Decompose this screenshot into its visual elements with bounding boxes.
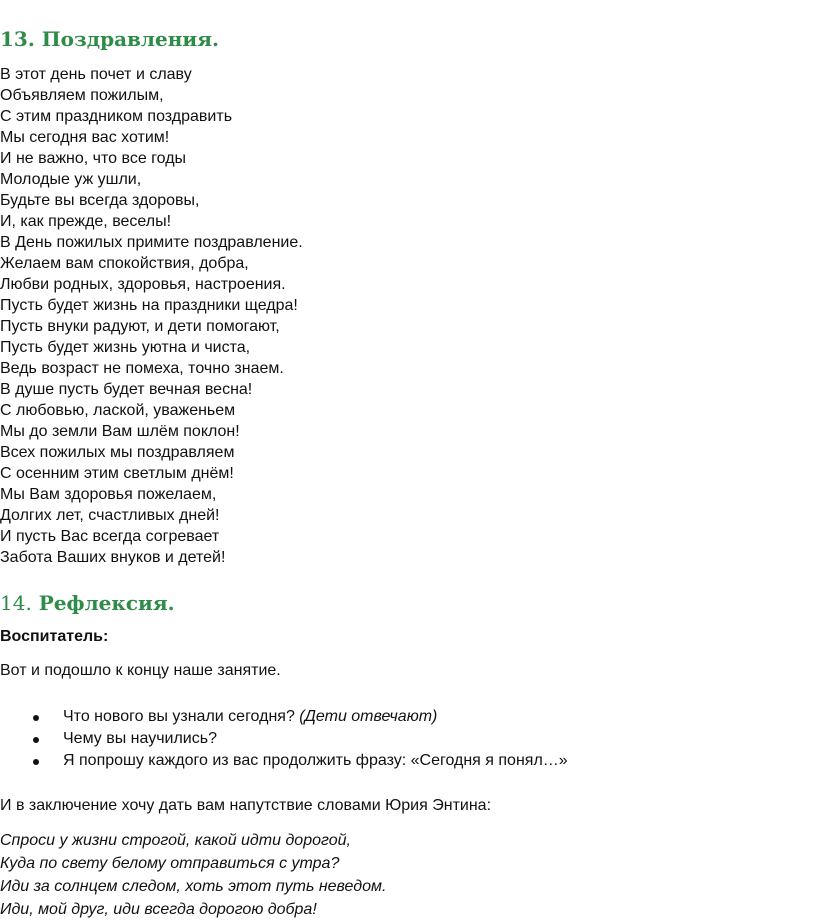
poem-line: С осенним этим светлым днём!	[0, 465, 234, 482]
question-item	[0, 750, 568, 772]
poem-line: С любовью, лаской, уваженьем	[0, 402, 236, 419]
bullet-icon	[33, 737, 39, 743]
section-13-heading	[0, 27, 219, 51]
poem-line: Ведь возраст не помеха, точно знаем.	[0, 360, 284, 377]
poem-line: Забота Ваших внуков и детей!	[0, 549, 226, 566]
bullet-icon	[33, 715, 39, 721]
quote-line: Иди, мой друг, иди всегда дорогою добра!	[0, 901, 317, 918]
poem-line: Мы Вам здоровья пожелаем,	[0, 486, 217, 503]
bullet-icon	[33, 759, 39, 765]
entin-quote	[0, 829, 386, 921]
poem-line: И не важно, что все годы	[0, 150, 187, 167]
poem-line: Любви родных, здоровья, настроения.	[0, 276, 286, 293]
closing-paragraph: И в заключение хочу дать вам напутствие словами Юрия Энтина:	[0, 797, 492, 814]
section-14-title: Рефлексия.	[38, 591, 175, 615]
poem-line: В душе пусть будет вечная весна!	[0, 381, 253, 398]
question-text: Я попрошу каждого из вас продолжить фразу: «Сегодня я понял…»	[63, 752, 568, 769]
poem-line: Желаем вам спокойствия, добра,	[0, 255, 249, 272]
question-text: Что нового вы узнали сегодня?	[63, 708, 295, 725]
poem-line: И, как прежде, веселы!	[0, 213, 172, 230]
poem-line: Мы сегодня вас хотим!	[0, 129, 170, 146]
poem-line: В этот день почет и славу	[0, 66, 192, 83]
speaker-label: Воспитатель:	[0, 628, 109, 645]
question-list	[0, 706, 568, 772]
poem-line: Пусть будет жизнь на праздники щедра!	[0, 297, 298, 314]
quote-line: Иди за солнцем следом, хоть этот путь неведом.	[0, 878, 387, 895]
section-14-number: 14.	[0, 591, 32, 615]
section-13-number: 13.	[0, 27, 35, 51]
greeting-poem	[0, 64, 303, 568]
poem-line: И пусть Вас всегда согревает	[0, 528, 220, 545]
poem-line: Пусть внуки радуют, и дети помогают,	[0, 318, 280, 335]
quote-line: Куда по свету белому отправиться с утра?	[0, 855, 340, 872]
poem-line: Пусть будет жизнь уютна и чиста,	[0, 339, 251, 356]
poem-line: Мы до земли Вам шлём поклон!	[0, 423, 240, 440]
poem-line: Молодые уж ушли,	[0, 171, 142, 188]
poem-line: С этим праздником поздравить	[0, 108, 233, 125]
question-item	[0, 706, 568, 728]
poem-line: Всех пожилых мы поздравляем	[0, 444, 235, 461]
question-note: (Дети отвечают)	[299, 708, 438, 725]
poem-line: Долгих лет, счастливых дней!	[0, 507, 220, 524]
poem-line: Будьте вы всегда здоровы,	[0, 192, 200, 209]
section-14-heading	[0, 591, 175, 615]
poem-line: В День пожилых примите поздравление.	[0, 234, 303, 251]
poem-line: Объявляем пожилым,	[0, 87, 164, 104]
question-text: Чему вы научились?	[63, 730, 217, 747]
intro-paragraph: Вот и подошло к концу наше занятие.	[0, 662, 281, 679]
question-item	[0, 728, 568, 750]
section-13-title: Поздравления.	[41, 27, 219, 51]
quote-line: Спроси у жизни строгой, какой идти дорогой,	[0, 832, 351, 849]
